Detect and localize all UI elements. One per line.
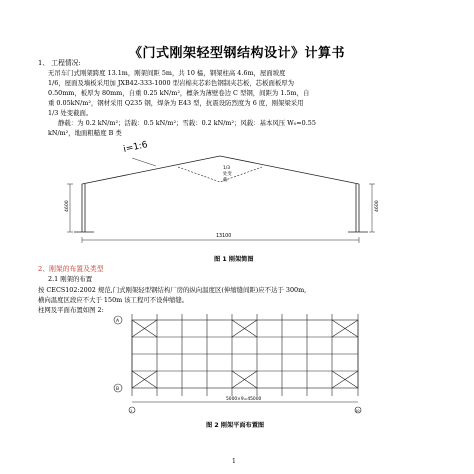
document-title: 《门式刚架轻型钢结构设计》计算书 [128, 46, 345, 61]
slope-label: i=1:6 [122, 140, 149, 155]
bay-dimension: 5000×9=45000 [226, 397, 262, 402]
para3-line-1: 按 CECS102:2002 规范,门式刚架轻型钢结构厂房的纵向温度区(伸缩缝间距)应不达于 300m, [38, 286, 307, 294]
para3-line-2: 横向温度区段应不大于 150m 该工程可不设伸缩缝。 [38, 296, 189, 304]
para1-line-1: 无吊车门式刚架跨度 13.1m，刚架间距 5m，共 10 榀，钢架柱高 4.6m，屋面坡度 [48, 69, 286, 77]
portal-frame-diagram [60, 136, 430, 268]
variable-section-note-1: 1/3 [223, 166, 231, 171]
para1-line-2: 1/6，屋面及墙板采用加 JXB42-333-1000 型岩棉夹芯彩色钢制夹芯板，芯板面板厚为 [48, 79, 295, 87]
variable-section-note-2: 处变 [223, 172, 232, 177]
para1-line-4: 重 0.05kN/m²，钢材采用 Q235 钢，焊条为 E43 型，抗震设防烈度为 6 度，刚架梁采用 [48, 99, 304, 107]
plan-axis-b: B [116, 387, 120, 392]
variable-section-note-3: 截 [223, 178, 228, 183]
para2-line-1: 静载：为 0.2 kN/m²；活载：0.5 kN/m²；雪载：0.2 kN/m²；风载：基本风压 W₀=0.55 [58, 119, 316, 127]
column-height-right: 4600 [375, 200, 380, 212]
section2-1-heading: 2.1 刚架的布置 [48, 275, 93, 283]
para1-line-5: 1/3 处变截面。 [48, 109, 93, 117]
section2-heading: 2、刚架的布置及类型 [38, 265, 104, 273]
plan-axis-a: A [116, 319, 120, 324]
span-dimension: 13100 [216, 234, 232, 239]
plan-axis-10: 10 [355, 409, 360, 413]
plan-layout-diagram [108, 310, 376, 420]
figure2-caption: 图 2 刚架平面布置图 [206, 422, 265, 429]
para2-line-2: kN/m²，地面粗糙度 B 类 [48, 129, 122, 137]
section1-heading: 1、 工程情况: [38, 59, 81, 67]
plan-axis-1: 1 [130, 409, 133, 413]
column-height-left: 4600 [65, 200, 70, 212]
figure1-caption: 图 1 刚架简图 [214, 256, 254, 263]
para1-line-3: 0.50mm，板厚为 80mm，自重 0.25 kN/m²，檩条为薄壁卷边 C 型钢，间距为 1.5m，自 [48, 89, 310, 97]
page-number: 1 [232, 458, 236, 465]
para3-line-3: 柱网及平面布置如图 2: [38, 306, 104, 314]
